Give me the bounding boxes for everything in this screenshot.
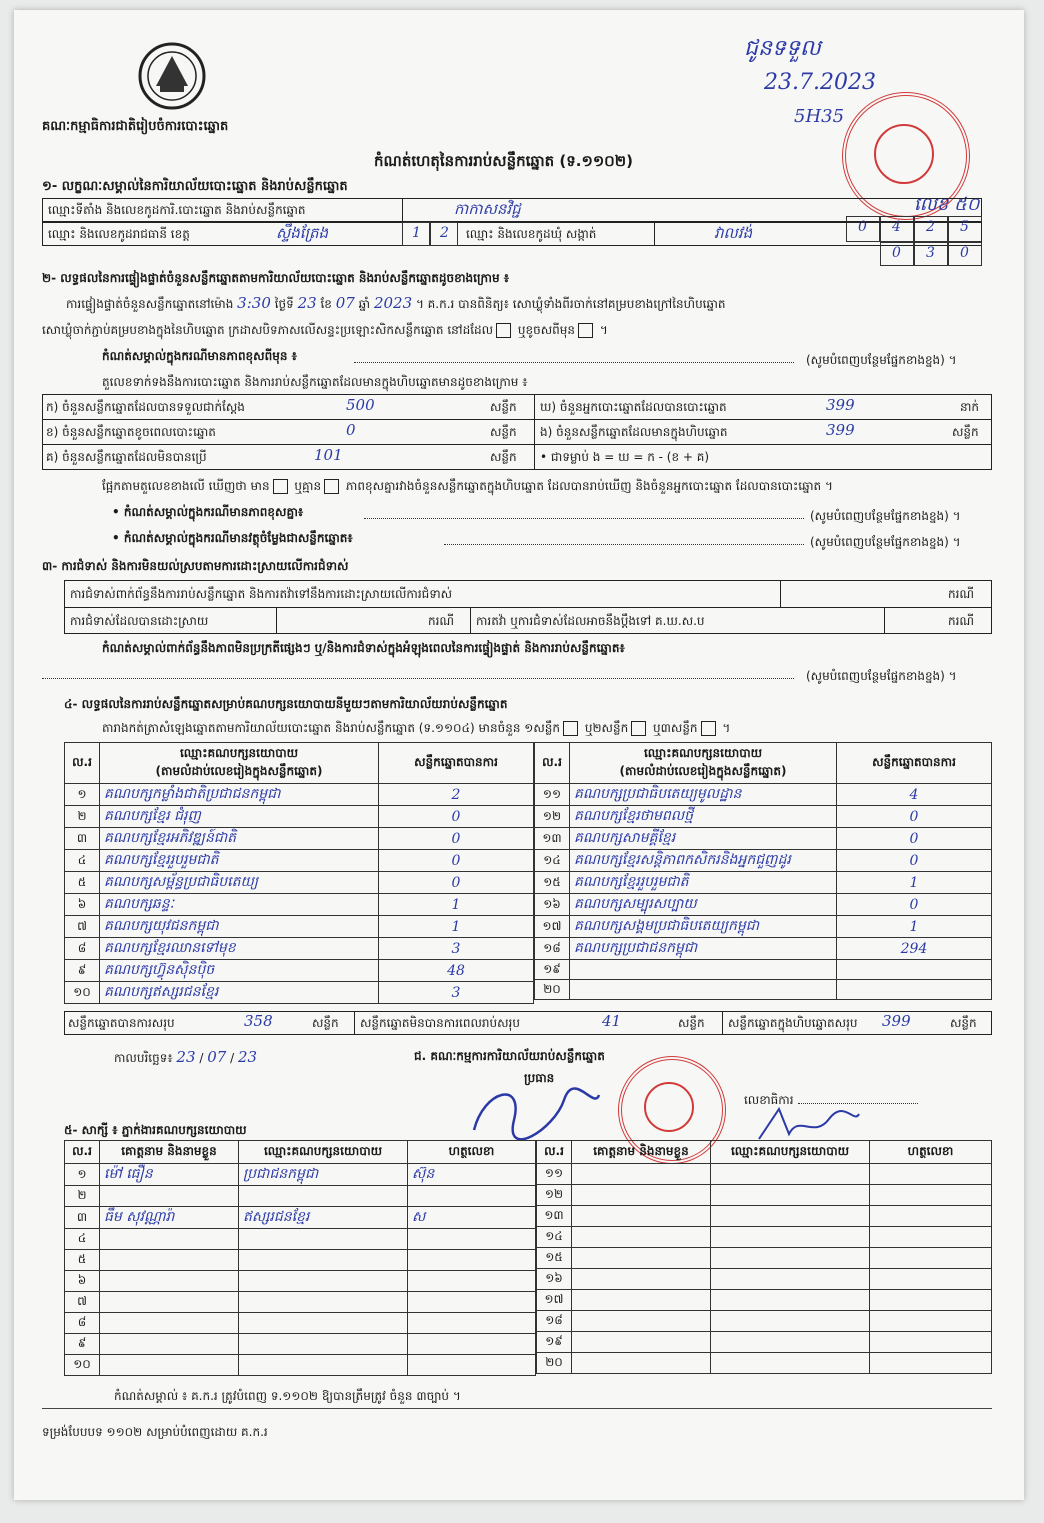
col-party: ឈ្មោះគណបក្សនយោបាយ (តាមលំដាប់លេខរៀងក្នុងសន្លឹកឆ្នោត) [100,743,379,784]
commune-value: វាលវង់ [714,224,753,242]
party-name: គណបក្សសាមគ្គីខ្មែរ [570,828,837,850]
party-votes: 3 [379,938,534,960]
witness-signature [408,1250,536,1271]
party-name: គណបក្សប្រជាធិបតេយ្យមូលដ្ឋាន [570,784,837,806]
col-votes: សន្លឹកឆ្នោតបានការ [379,743,534,784]
party-votes: 1 [837,872,992,894]
difference-line: ផ្អែកតាមតួលេខខាងលើ ឃើញថា មាន ឬគ្មាន ភាពខុសគ្នារវាងចំនួនសន្លឹកឆ្នោតក្នុងហិបឆ្នោត ដែលបានរាប់ឃើញ និងចំនួនអ្នកបោះឆ្នោត ដែលបានបោះឆ្នោត ។ [102,479,833,493]
witness-party [239,1313,408,1334]
fill-note-1: (សូមបំពេញបន្ថែមផ្នែកខាងខ្នង) ។ [806,353,957,367]
witness-party [711,1206,870,1227]
party-name: គណបក្សឥស្សរជនខ្មែរ [100,982,379,1004]
box-count-label: ង) ចំនួនសន្លឹកឆ្នោតដែលមានក្នុងហិបឆ្នោត [540,425,728,439]
row-number: ១៥ [535,872,570,894]
witness-row [65,1271,536,1292]
witness-party [239,1271,408,1292]
tally-sheet-line: តារាងកត់ត្រាសំឡេងឆ្នោតតាមការិយាល័យបោះឆ្នោត និងរាប់សន្លឹកឆ្នោត (ទ.១១០៤) មានចំនួន ១សន្លឹក ឬ២សន្លឹក ឬ៣សន្លឹក ។ [102,721,731,735]
party-name: គណបក្សសម្បុរសប្បាយ [570,894,837,916]
row-number: ១៤ [535,850,570,872]
chair-signature-icon [464,1080,604,1140]
col-sign: ហត្ថលេខា [870,1141,992,1164]
ballot-count-form [14,10,1024,1500]
party-results-table-right [534,742,992,1000]
spoiled-value: 0 [346,421,356,439]
has-difference-checkbox[interactable] [273,479,288,494]
party-name: គណបក្សខ្មែរថាមពលថ្មី [570,806,837,828]
result-row [535,894,992,916]
day-value: 23 [297,294,317,312]
witness-signature [408,1229,536,1250]
row-number: ១១ [535,784,570,806]
formula: • ជាទម្លាប់ ង = ឃ = ក - (ខ + គ) [540,450,710,464]
location-code-3: 2 [926,219,935,235]
result-row [535,850,992,872]
one-sheet-checkbox[interactable] [563,721,578,736]
voters-label: ឃ) ចំនួនអ្នកបោះឆ្នោតដែលបានបោះឆ្នោត [540,400,727,414]
result-row [535,828,992,850]
witness-row [65,1164,536,1186]
row-number: ១២ [537,1185,572,1206]
box-total-value: 399 [882,1012,911,1030]
org-name: គណៈកម្មាធិការជាតិរៀបចំការបោះឆ្នោត [42,119,229,134]
row-number: ៧ [65,916,100,938]
witness-signature [408,1355,536,1376]
witness-party [711,1164,870,1185]
witness-party: ប្រជាជនកម្ពុជា [239,1164,408,1186]
witness-party [711,1332,870,1353]
section2-heading: ២- លទ្ធផលនៃការផ្ទៀងផ្ទាត់ចំនួនសន្លឹកឆ្នោតតាមការិយាល័យបោះឆ្នោត និងរាប់សន្លឹកឆ្នោតដូចខាងក្រោម ៖ [42,271,510,285]
province-code-2: 2 [440,225,449,241]
foreign-object-note: • កំណត់សម្គាល់ក្នុងករណីមានវត្ថុចំម្លែងជាសន្លឹកឆ្នោត៖ [112,531,353,545]
witness-name [100,1250,239,1271]
section5-heading: ៥- សាក្សី ៖ ភ្នាក់ងារគណបក្សនយោបាយ [64,1123,247,1137]
party-votes: 1 [379,916,534,938]
result-row [65,872,534,894]
result-row [535,784,992,806]
received-unit: សន្លឹក [490,400,517,414]
result-row [535,806,992,828]
party-name: គណបក្សខ្មែរ ជំរុញ [100,806,379,828]
witness-name: ធឹម សុវណ្ណារ៉ា [100,1207,239,1229]
irregularity-note: កំណត់សម្គាល់ពាក់ព័ន្ធនឹងភាពមិនប្រក្រតីផ្សេងៗ ឬ/និងការជំទាស់ក្នុងអំឡុងពេលនៃការផ្ទៀងផ្ទាត់ និងការរាប់សន្លឹកឆ្នោត៖ [102,641,625,655]
row-number: ៨ [65,938,100,960]
commune-label: ឈ្មោះ និងលេខកូដឃុំ សង្កាត់ [466,227,597,241]
secretary-label: លេខាធិការ [744,1092,918,1110]
col-no: ល.រ [537,1141,572,1164]
witness-party [711,1269,870,1290]
witness-row [65,1313,536,1334]
col-no: ល.រ [535,743,570,784]
witness-row [537,1227,992,1248]
witness-row [65,1355,536,1376]
witness-row [537,1311,992,1332]
witness-party [711,1185,870,1206]
col-sign: ហត្ថលេខា [408,1141,536,1164]
witness-signature [870,1353,992,1374]
box-count-value: 399 [826,421,855,439]
seal-intact-checkbox[interactable] [496,323,511,338]
witness-party [711,1290,870,1311]
diff-note-line: កំណត់សម្គាល់ក្នុងករណីមានភាពខុសពីមុន ៖ [102,349,297,363]
box-total-label: សន្លឹកឆ្នោតក្នុងហិបឆ្នោតសរុប [728,1016,858,1030]
witness-table-left [64,1140,536,1376]
commune-code-3: 0 [960,245,969,261]
witness-name [100,1355,239,1376]
top-date-note: 23.7.2023 [764,70,876,95]
col-party: ឈ្មោះគណបក្សនយោបាយ [711,1141,870,1164]
result-row [65,806,534,828]
col-name: គោត្តនាម និងនាមខ្លួន [100,1141,239,1164]
appeal-label: ការតវ៉ា ឬការជំទាស់ដែលអាចនឹងប្តឹងទៅ គ.ឃ.ស.ប [476,614,705,628]
location-label: ឈ្មោះទីតាំង និងលេខកូដការិ.បោះឆ្នោត និងរាប់សន្លឹកឆ្នោត [48,203,306,217]
voters-value: 399 [826,396,855,414]
witness-name [100,1271,239,1292]
objection-case-3: ករណី [948,614,975,628]
section1-heading: ១- លក្ខណៈសម្គាល់នៃការិយាល័យបោះឆ្នោត និងរាប់សន្លឹកឆ្នោត [42,179,348,194]
unused-unit: សន្លឹក [490,450,517,464]
stamp-number-note: លេខ ៥០ [914,194,980,215]
row-number: ១០ [65,982,100,1004]
location-code-4: 5 [960,219,969,235]
witness-party: ឥស្សរជនខ្មែរ [239,1207,408,1229]
row-number: ៤ [65,1229,100,1250]
commune-code-1: 0 [892,245,901,261]
difference-note: • កំណត់សម្គាល់ក្នុងករណីមានភាពខុសគ្នា៖ [112,505,304,519]
party-name: គណបក្សយុវជនកម្ពុជា [100,916,379,938]
received-value: 500 [346,396,375,414]
row-number: ២០ [537,1353,572,1374]
party-votes: 4 [837,784,992,806]
col-party: ឈ្មោះគណបក្សនយោបាយ [239,1141,408,1164]
party-name [570,980,837,1000]
objection-case-2: ករណី [428,614,455,628]
section4-heading: ៤- លទ្ធផលនៃការរាប់សន្លឹកឆ្នោតសម្រាប់គណបក្សនយោបាយនីមួយៗតាមការិយាល័យរាប់សន្លឹកឆ្នោត [64,697,508,711]
invalid-total-unit: សន្លឹក [678,1016,705,1030]
top-received-note: ជូនទទួល [744,36,821,61]
result-row [65,982,534,1004]
party-votes: 0 [837,850,992,872]
witness-party [239,1355,408,1376]
row-number: ១ [65,1164,100,1186]
party-name: គណបក្សសង្គមប្រជាធិបតេយ្យកម្ពុជា [570,916,837,938]
invalid-total-value: 41 [602,1012,622,1030]
numbers-intro: តួលេខទាក់ទងនឹងការបោះឆ្នោត និងការរាប់សន្លឹកឆ្នោតដែលមានក្នុងហិបឆ្នោតមានដូចខាងក្រោម ៖ [102,375,528,389]
province-value: ស្ទឹងត្រែង [276,224,329,242]
fill-note-4: (សូមបំពេញបន្ថែមផ្នែកខាងខ្នង) ។ [806,669,957,683]
seal-line: សោឃ្លុំចាក់ភ្ជាប់គម្របខាងក្នុងនៃហិបឆ្នោត ក្រដាសបិទភាសលើសន្ទះប្រឡោះសិកសន្លឹកឆ្នោត នៅដដែល ឬខូចសពីមុន ។ [42,323,608,337]
witness-name [100,1229,239,1250]
row-number: ១៨ [535,938,570,960]
row-number: ១៧ [535,916,570,938]
row-number: ១៦ [537,1269,572,1290]
row-number: ១៦ [535,894,570,916]
no-difference-checkbox[interactable] [324,479,339,494]
location-code-2: 4 [892,219,901,235]
spoiled-label: ខ) ចំនួនសន្លឹកឆ្នោតខូចពេលបោះឆ្នោត [46,425,216,439]
party-votes: 0 [837,828,992,850]
party-name: គណបក្សខ្មែររួបរួមជាតិ [100,850,379,872]
witness-signature [870,1332,992,1353]
province-code-1: 1 [412,225,421,241]
party-name: គណបក្សប្រជាជនកម្ពុជា [570,938,837,960]
party-votes: 0 [379,850,534,872]
received-label: ក) ចំនួនសន្លឹកឆ្នោតដែលបានទទួលជាក់ស្តែង [46,400,245,414]
witness-signature [870,1269,992,1290]
witness-name [572,1269,711,1290]
footer-note: កំណត់សម្គាល់ ៖ គ.ក.រ ត្រូវបំពេញ ទ.១១០២ ឱ្យបានត្រឹមត្រូវ ចំនួន ៣ច្បាប់ ។ [114,1389,461,1403]
witness-party [239,1229,408,1250]
valid-total-unit: សន្លឹក [312,1016,339,1030]
row-number: ៩ [65,960,100,982]
witness-name [572,1311,711,1332]
row-number: ១៤ [537,1227,572,1248]
result-row [65,784,534,806]
witness-name [572,1290,711,1311]
witness-party [239,1186,408,1207]
witness-signature [870,1290,992,1311]
witness-name [572,1353,711,1374]
box-total-unit: សន្លឹក [950,1016,977,1030]
row-number: ៤ [65,850,100,872]
row-number: ៥ [65,1250,100,1271]
party-votes: 294 [837,938,992,960]
result-row [535,916,992,938]
witness-row [65,1250,536,1271]
witness-name [572,1185,711,1206]
box-count-unit: សន្លឹក [952,425,979,439]
party-votes: 0 [379,828,534,850]
result-row [535,980,992,1000]
witness-row [65,1186,536,1207]
witness-name [100,1186,239,1207]
result-row [65,894,534,916]
party-name [570,960,837,980]
witness-row [537,1353,992,1374]
secretary-signature-icon [754,1104,864,1144]
witness-name [100,1292,239,1313]
witness-row [65,1207,536,1229]
row-number: ១៥ [537,1248,572,1269]
invalid-total-label: សន្លឹកឆ្នោតមិនបានការពេលរាប់សរុប [360,1016,520,1030]
witness-signature [408,1186,536,1207]
result-row [65,938,534,960]
witness-name: ម៉ៅ ធឿន [100,1164,239,1186]
valid-total-value: 358 [244,1012,273,1030]
witness-row [65,1292,536,1313]
objection-row-label: ការជំទាស់ពាក់ព័ន្ធនឹងការរាប់សន្លឹកឆ្នោត និងការតវ៉ាទៅនឹងការដោះស្រាយលើការជំទាស់ [70,587,453,601]
col-name: គោត្តនាម និងនាមខ្លួន [572,1141,711,1164]
party-name: គណបក្សខ្មែរអភិវឌ្ឍន៍ជាតិ [100,828,379,850]
party-votes: 0 [379,806,534,828]
seal-broken-checkbox[interactable] [578,323,593,338]
chair-label: ប្រធាន [524,1071,555,1085]
witness-name [572,1248,711,1269]
witness-name [572,1206,711,1227]
witness-row [537,1248,992,1269]
witness-row [65,1334,536,1355]
witness-signature [408,1313,536,1334]
row-number: ១៩ [537,1332,572,1353]
party-votes: 3 [379,982,534,1004]
result-row [65,828,534,850]
party-name: គណបក្សហ៊្វុនស៊ិនប៉ិច [100,960,379,982]
result-row [535,938,992,960]
witness-name [100,1313,239,1334]
result-row [65,916,534,938]
witness-party [239,1334,408,1355]
col-no: ល.រ [65,1141,100,1164]
date-day: 23 [176,1048,196,1066]
result-row [535,960,992,980]
party-name: គណបក្សកម្លាំងជាតិប្រជាជនកម្ពុជា [100,784,379,806]
witness-row [537,1164,992,1185]
witness-signature [870,1164,992,1185]
witness-party [711,1248,870,1269]
party-votes: 1 [837,916,992,938]
witness-name [572,1164,711,1185]
party-votes [837,960,992,980]
witness-name [572,1227,711,1248]
nec-logo [136,40,208,112]
spoiled-unit: សន្លឹក [490,425,517,439]
witness-signature [870,1227,992,1248]
witness-row [537,1206,992,1227]
witness-row [65,1229,536,1250]
row-number: ១៣ [537,1206,572,1227]
location-value: កាកាសនវិជ្ជ [454,200,521,218]
row-number: ៣ [65,1207,100,1229]
fill-note-2: (សូមបំពេញបន្ថែមផ្នែកខាងខ្នង) ។ [810,509,961,523]
col-votes: សន្លឹកឆ្នោតបានការ [837,743,992,784]
row-number: ១២ [535,806,570,828]
witness-row [537,1269,992,1290]
commune-code-2: 3 [926,245,935,261]
party-votes: 0 [837,894,992,916]
time-value: 3:30 [237,294,271,312]
top-time-note: 5H35 [794,106,845,127]
date-year: 23 [237,1048,258,1066]
location-code-1: 0 [858,219,867,235]
witness-row [537,1185,992,1206]
row-number: ៨ [65,1313,100,1334]
committee-label: ជ. គណៈកម្មការការិយាល័យរាប់សន្លឹកឆ្នោត [414,1049,605,1063]
row-number: ៣ [65,828,100,850]
objection-case-1: ករណី [948,587,975,601]
verification-line: ការផ្ទៀងផ្ទាត់ចំនួនសន្លឹកឆ្នោតនៅម៉ោង 3:30 ថ្ងៃទី 23 ខែ 07 ឆ្នាំ 2023 ។ គ.ក.រ បានពិនិត្យ៖ សោឃ្លុំទាំងពីរចាក់នៅគម្របខាងក្រៅនៃហិបឆ្នោត [66,294,726,312]
party-votes: 1 [379,894,534,916]
witness-signature [870,1185,992,1206]
party-votes: 0 [379,872,534,894]
three-sheet-checkbox[interactable] [701,721,716,736]
witness-signature [408,1271,536,1292]
witness-party [711,1311,870,1332]
result-row [65,850,534,872]
col-no: ល.រ [65,743,100,784]
row-number: ១ [65,784,100,806]
row-number: ៧ [65,1292,100,1313]
party-votes: 2 [379,784,534,806]
row-number: ៥ [65,872,100,894]
witness-party [711,1353,870,1374]
witness-party [711,1227,870,1248]
row-number: ១១ [537,1164,572,1185]
row-number: ៩ [65,1334,100,1355]
section3-heading: ៣- ការជំទាស់ និងការមិនយល់ស្របតាមការដោះស្រាយលើការជំទាស់ [42,559,349,573]
party-name: គណបក្សសម្ព័ន្ធប្រជាធិបតេយ្យ [100,872,379,894]
witness-row [537,1290,992,1311]
party-votes: 0 [837,806,992,828]
form-title: កំណត់ហេតុនៃការរាប់សន្លឹកឆ្នោត (ទ.១១០២) [374,152,634,170]
party-votes: 48 [379,960,534,982]
witness-name [100,1334,239,1355]
row-number: ១៣ [535,828,570,850]
witness-signature: ស [408,1207,536,1229]
row-number: ៦ [65,894,100,916]
witness-signature: ស៊ុន [408,1164,536,1186]
date-line: កាលបរិច្ឆេទ៖ 23 / 07 / 23 [114,1048,258,1066]
result-row [65,960,534,982]
row-number: ១០ [65,1355,100,1376]
resolved-label: ការជំទាស់ដែលបានដោះស្រាយ [70,614,209,628]
row-number: ១៧ [537,1290,572,1311]
witness-party [239,1292,408,1313]
voters-unit: នាក់ [960,400,980,414]
unused-label: គ) ចំនួនសន្លឹកឆ្នោតដែលមិនបានប្រើ [46,450,207,464]
date-month: 07 [207,1048,227,1066]
witness-signature [870,1248,992,1269]
row-number: ៦ [65,1271,100,1292]
row-number: ១៨ [537,1311,572,1332]
witness-party [239,1250,408,1271]
col-party: ឈ្មោះគណបក្សនយោបាយ (តាមលំដាប់លេខរៀងក្នុងសន្លឹកឆ្នោត) [570,743,837,784]
party-name: គណបក្សឆន្ទៈ [100,894,379,916]
witness-signature [408,1334,536,1355]
party-name: គណបក្សខ្មែរឈានទៅមុខ [100,938,379,960]
row-number: ២ [65,806,100,828]
party-results-table-left [64,742,534,1004]
fill-note-3: (សូមបំពេញបន្ថែមផ្នែកខាងខ្នង) ។ [810,535,961,549]
row-number: ១៩ [535,960,570,980]
party-votes [837,980,992,1000]
witness-signature [408,1292,536,1313]
party-name: គណបក្សខ្មែររួបរួមជាតិ [570,872,837,894]
unused-value: 101 [314,446,343,464]
witness-table-right [536,1140,992,1374]
province-label: ឈ្មោះ និងលេខកូដរាជធានី ខេត្ត [48,227,190,241]
form-footer: ទម្រង់បែបបទ ១១០២ សម្រាប់បំពេញដោយ គ.ក.រ [42,1425,268,1439]
witness-name [572,1332,711,1353]
witness-signature [870,1311,992,1332]
two-sheet-checkbox[interactable] [631,721,646,736]
row-number: ២ [65,1186,100,1207]
result-row [535,872,992,894]
witness-signature [870,1206,992,1227]
year-value: 2023 [373,294,413,312]
witness-row [537,1332,992,1353]
month-value: 07 [335,294,355,312]
party-name: គណបក្សខ្មែរសន្តិភាពកសិករនិងអ្នកជួញដូរ [570,850,837,872]
row-number: ២០ [535,980,570,1000]
valid-total-label: សន្លឹកឆ្នោតបានការសរុប [68,1016,175,1030]
